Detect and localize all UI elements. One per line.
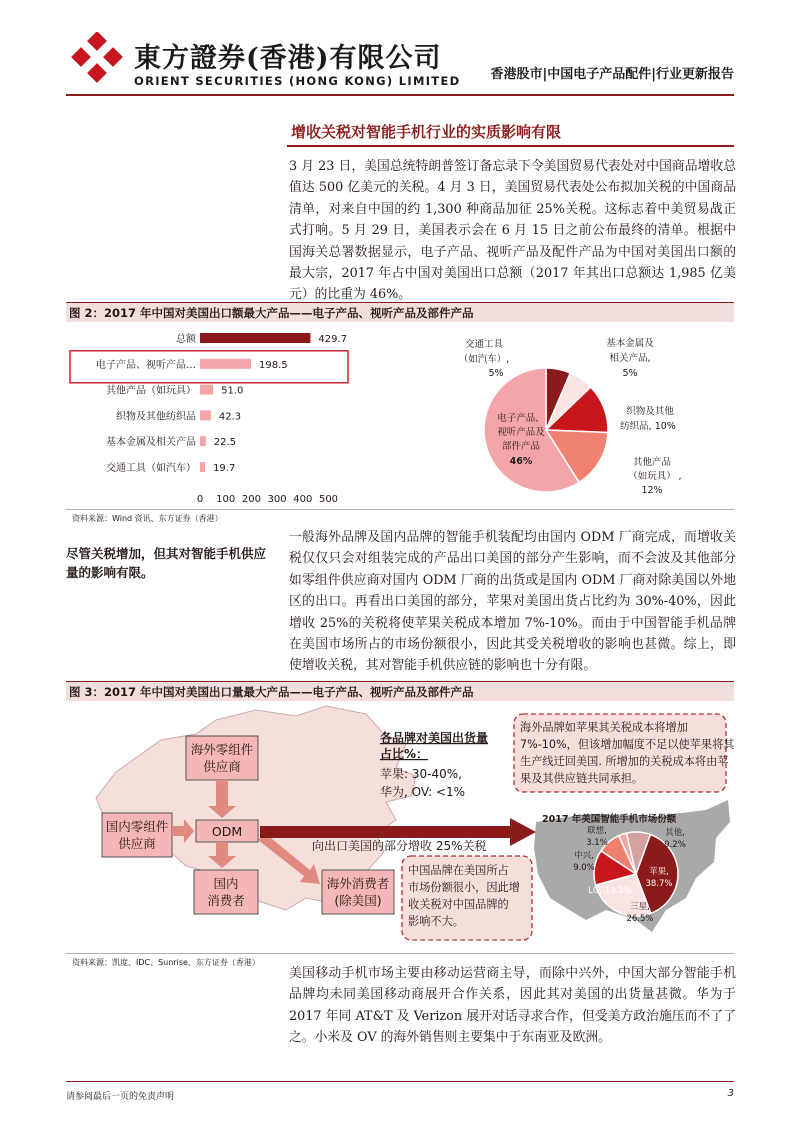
bar <box>200 462 205 472</box>
x-tick-label: 300 <box>267 494 287 505</box>
header-divider <box>66 94 734 96</box>
bar-value-label: 42.3 <box>218 411 242 423</box>
supply-chain-diagram <box>66 702 734 950</box>
pie-label-electronics: 电子产品、视听产品及部件产品 46% <box>497 413 545 467</box>
bar-value-label: 22.5 <box>213 437 237 449</box>
pie-label-transport: 交通工具（如汽车）, 5% <box>458 339 510 379</box>
overseas-parts-label: 海外零组件供应商 <box>190 742 254 774</box>
bar <box>200 410 211 420</box>
china-brand-note-text: 中国品牌在美国所占市场份额很小，因此增收关税对中国品牌的影响不大。 <box>408 864 520 928</box>
bar-category-label: 电子产品、视听产品… <box>96 359 196 371</box>
footer-disclaimer: 请参阅最后一页的免责声明 <box>66 1092 175 1102</box>
x-tick-label: 500 <box>318 494 339 505</box>
figure3-title: 图 3：2017 年中国对美国出口量最大产品——电子产品、视听产品及部件产品 <box>66 681 734 701</box>
x-tick-label: 100 <box>216 494 236 505</box>
brand-share-values: 苹果: 30-40%,华为, OV: <1% <box>380 767 466 799</box>
export-pie-chart <box>440 322 734 508</box>
section-divider <box>287 145 734 147</box>
bar-category-label: 织物及其他纺织品 <box>116 411 196 423</box>
us-pie-label-zte: 中兴, 9.0% <box>573 851 595 873</box>
brand-share-title: 各品牌对美国出货量占比%： <box>380 731 489 761</box>
paragraph-intro: 3 月 23 日，美国总统特朗普签订备忘录下令美国贸易代表处对中国商品增收总值达 500 亿美元的关税。4 月 3 日，美国贸易代表处公布拟加关税的中国商品清单，对来自中国的约 1,300 种商品加征 25%关税。这标志着中美贸易战正式打响。5 月 29 日，美国表示会在 6 月 15 日之前公布最终的清单。根据中国海关总署数据显示，电子产品、视听产品及配件产品为中国对美国出口额的最大宗，2017 年占中国对美国出口总额（2017 年其出口总额达 1,985 亿美元）的比重为 46%。 <box>289 159 736 303</box>
bar <box>200 385 213 395</box>
page-number: 3 <box>727 1088 734 1099</box>
bar-value-label: 198.5 <box>259 359 288 371</box>
pie-label-textile: 织物及其他纺织品, 10% <box>620 406 676 432</box>
bar <box>200 333 310 343</box>
company-name-cn: 東方證券(香港)有限公司 <box>134 43 442 74</box>
us-pie-title: 2017 年美国智能手机市场份额 <box>542 814 677 825</box>
orient-logo-icon <box>70 32 126 88</box>
us-pie-label-samsung: 三星, 26.5% <box>626 902 654 924</box>
footer-divider <box>66 1081 734 1082</box>
bar-value-label: 429.7 <box>318 334 348 345</box>
us-pie-label-lenovo: 联想, 3.1% <box>586 826 608 848</box>
us-pie-label-lg: LG, 13.5% <box>588 886 632 896</box>
company-name-en: ORIENT SECURITIES (HONG KONG) LIMITED <box>134 74 461 88</box>
us-pie-label-other: 其他, 9.2% <box>664 828 686 850</box>
section-title: 增收关税对智能手机行业的实质影响有限 <box>291 123 562 141</box>
figure2-bottom-rule <box>66 509 734 510</box>
report-category: 香港股市|中国电子产品配件|行业更新报告 <box>490 67 734 82</box>
domestic-consumer-label: 国内消费者 <box>207 876 245 908</box>
domestic-parts-label: 国内零组件供应商 <box>105 819 169 851</box>
odm-label: ODM <box>211 824 243 839</box>
figure3-bottom-rule <box>66 953 734 954</box>
bar-value-label: 19.7 <box>213 463 236 474</box>
us-pie-label-apple: 苹果, 38.7% <box>645 867 673 889</box>
apple-note-text: 海外品牌如苹果其关税成本将增加 7%-10%，但该增加幅度不足以使苹果将其生产线迁回美国. 所增加的关税成本将由苹果及其供应链共同承担。 <box>520 721 734 785</box>
export-arrow-label: 向出口美国的部分增收 25%关税 <box>312 839 487 853</box>
export-bar-chart <box>66 322 356 508</box>
figure2-source: 资料来源：Wind 资讯、东方证券（香港） <box>72 514 223 523</box>
overseas-consumer-label: 海外消费者(除美国) <box>326 876 390 908</box>
paragraph-supply-chain: 一般海外品牌及国内品牌的智能手机装配均由国内 ODM 厂商完成，而增收关税仅仅只会对组装完成的产品出口美国的部分产生影响，而不会波及其他部分如零组件供应商对国内 ODM 厂商的出货或是国内 ODM 厂商对除美国以外地区的出口。再看出口美国的部分，苹果对美国出货占比约为 30%-40%，因此增收 25%的关税将使苹果关税成本增加 7%-10%。而由于中国智能手机品牌在美国市场所占的市场份额很小，因此其受关税增收的影响也甚微。综上，即使增收关税，其对智能手机供应链的影响也十分有限。 <box>289 530 736 674</box>
figure2-title: 图 2：2017 年中国对美国出口额最大产品——电子产品、视听产品及部件产品 <box>66 302 734 322</box>
bar-value-label: 51.0 <box>221 385 244 397</box>
bar-category-label: 交通工具（如汽车） <box>106 463 196 474</box>
figure3-source: 资料来源：凯度、IDC、Sunrise、东方证券（香港） <box>72 958 260 967</box>
bar <box>200 436 206 446</box>
x-tick-label: 400 <box>293 494 313 505</box>
bar-category-label: 总额 <box>176 334 196 345</box>
bar-category-label: 基本金属及相关产品 <box>106 437 196 449</box>
bar <box>200 359 251 369</box>
bar-category-label: 其他产品（如玩具） <box>106 385 196 397</box>
x-tick-label: 0 <box>196 494 204 505</box>
paragraph-us-market: 美国移动手机市场主要由移动运营商主导，而除中兴外，中国大部分智能手机品牌均未同美国移动商展开合作关系，因此其对美国的出货量甚微。华为于 2017 年同 AT&T 及 Verizon 展开对话寻求合作，但受美方政治施压而不了了之。小米及 OV 的海外销售则主要集中于东南亚及欧洲。 <box>289 966 736 1046</box>
x-tick-label: 200 <box>241 494 261 505</box>
pie-label-metal: 基本金属及相关产品, 5% <box>606 338 654 379</box>
pie-label-other: 其他产品（如玩具） , 12% <box>628 457 682 496</box>
sidebar-highlight: 尽管关税增加，但其对智能手机供应量的影响有限。 <box>66 546 267 580</box>
